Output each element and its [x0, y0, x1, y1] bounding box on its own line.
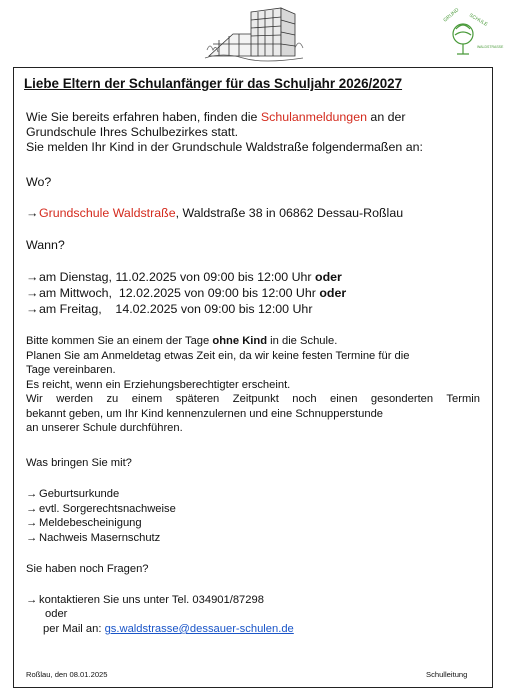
arrow-icon: → — [26, 517, 38, 529]
wo-heading: Wo? — [26, 175, 52, 189]
arrow-icon: → — [26, 503, 38, 515]
contact-mail-line: per Mail an: gs.waldstrasse@dessauer-schulen.de — [43, 623, 294, 635]
intro-line-2: Grundschule Ihres Schulbezirkes statt. — [26, 125, 239, 139]
date-item: →am Mittwoch, 12.02.2025 von 09:00 bis 12:00 Uhr oder — [26, 286, 347, 300]
fragen-heading: Sie haben noch Fragen? — [26, 563, 149, 575]
list-item: → evtl. Sorgerechtsnachweise — [26, 503, 176, 515]
mitbringen-heading: Was bringen Sie mit? — [26, 457, 132, 469]
school-logo-icon — [437, 7, 504, 60]
list-item: → Nachweis Masernschutz — [26, 532, 161, 544]
wann-heading: Wann? — [26, 238, 65, 252]
svg-text:WALDSTRASSE: WALDSTRASSE — [477, 45, 504, 49]
arrow-icon: → — [26, 270, 39, 284]
hinweis-line-6: bekannt geben, um Ihr Kind kennenzulernen und eine Schnupperstunde — [26, 408, 384, 420]
hinweis-line-5: Wir werden zu einem späteren Zeitpunkt noch einen gesonderten Termin — [26, 393, 480, 405]
wo-address-line: →Grundschule Waldstraße, Waldstraße 38 in 06862 Dessau-Roßlau — [26, 206, 404, 220]
arrow-icon: → — [26, 594, 38, 606]
hinweis-line-2: Planen Sie am Anmeldetag etwas Zeit ein, da wir keine festen Termine für die — [26, 350, 410, 362]
highlight-schulanmeldungen: Schulanmeldungen — [260, 110, 367, 124]
contact-phone: → kontaktieren Sie uns unter Tel. 034901/87298 — [26, 594, 264, 606]
date-item: →am Freitag, 14.02.2025 von 09:00 bis 12:00 Uhr — [26, 302, 313, 316]
arrow-icon: → — [26, 286, 39, 300]
hinweis-line-3: Tage vereinbaren. — [26, 364, 116, 376]
contact-oder: oder — [45, 608, 68, 620]
school-name: Grundschule Waldstraße — [39, 206, 176, 220]
header — [0, 0, 507, 66]
list-item: → Geburtsurkunde — [26, 488, 120, 500]
letter-title: Liebe Eltern der Schulanfänger für das Schuljahr 2026/2027 — [24, 76, 403, 91]
place-date: Roßlau, den 08.01.2025 — [26, 670, 108, 679]
hinweis-line-1: Bitte kommen Sie an einem der Tage ohne Kind in die Schule. — [26, 335, 338, 347]
date-item: →am Dienstag, 11.02.2025 von 09:00 bis 12:00 Uhr oder — [26, 270, 342, 284]
signature: Schulleitung — [426, 670, 468, 679]
svg-text:GRUND: GRUND — [442, 7, 461, 24]
mail-link[interactable]: gs.waldstrasse@dessauer-schulen.de — [104, 623, 294, 635]
hinweis-line-4: Es reicht, wenn ein Erziehungsberechtigter erscheint. — [26, 379, 291, 391]
svg-text:SCHULE: SCHULE — [468, 12, 489, 28]
intro-line-1: Wie Sie bereits erfahren haben, finden die Schulanmeldungen an der — [26, 110, 406, 124]
list-item: → Meldebescheinigung — [26, 517, 142, 529]
arrow-icon: → — [26, 532, 38, 544]
school-building-image — [203, 4, 305, 62]
arrow-icon: → — [26, 206, 39, 220]
hinweis-line-7: an unserer Schule durchführen. — [26, 422, 183, 434]
intro-line-3: Sie melden Ihr Kind in der Grundschule Waldstraße folgendermaßen an: — [26, 140, 423, 154]
arrow-icon: → — [26, 488, 38, 500]
arrow-icon: → — [26, 302, 39, 316]
